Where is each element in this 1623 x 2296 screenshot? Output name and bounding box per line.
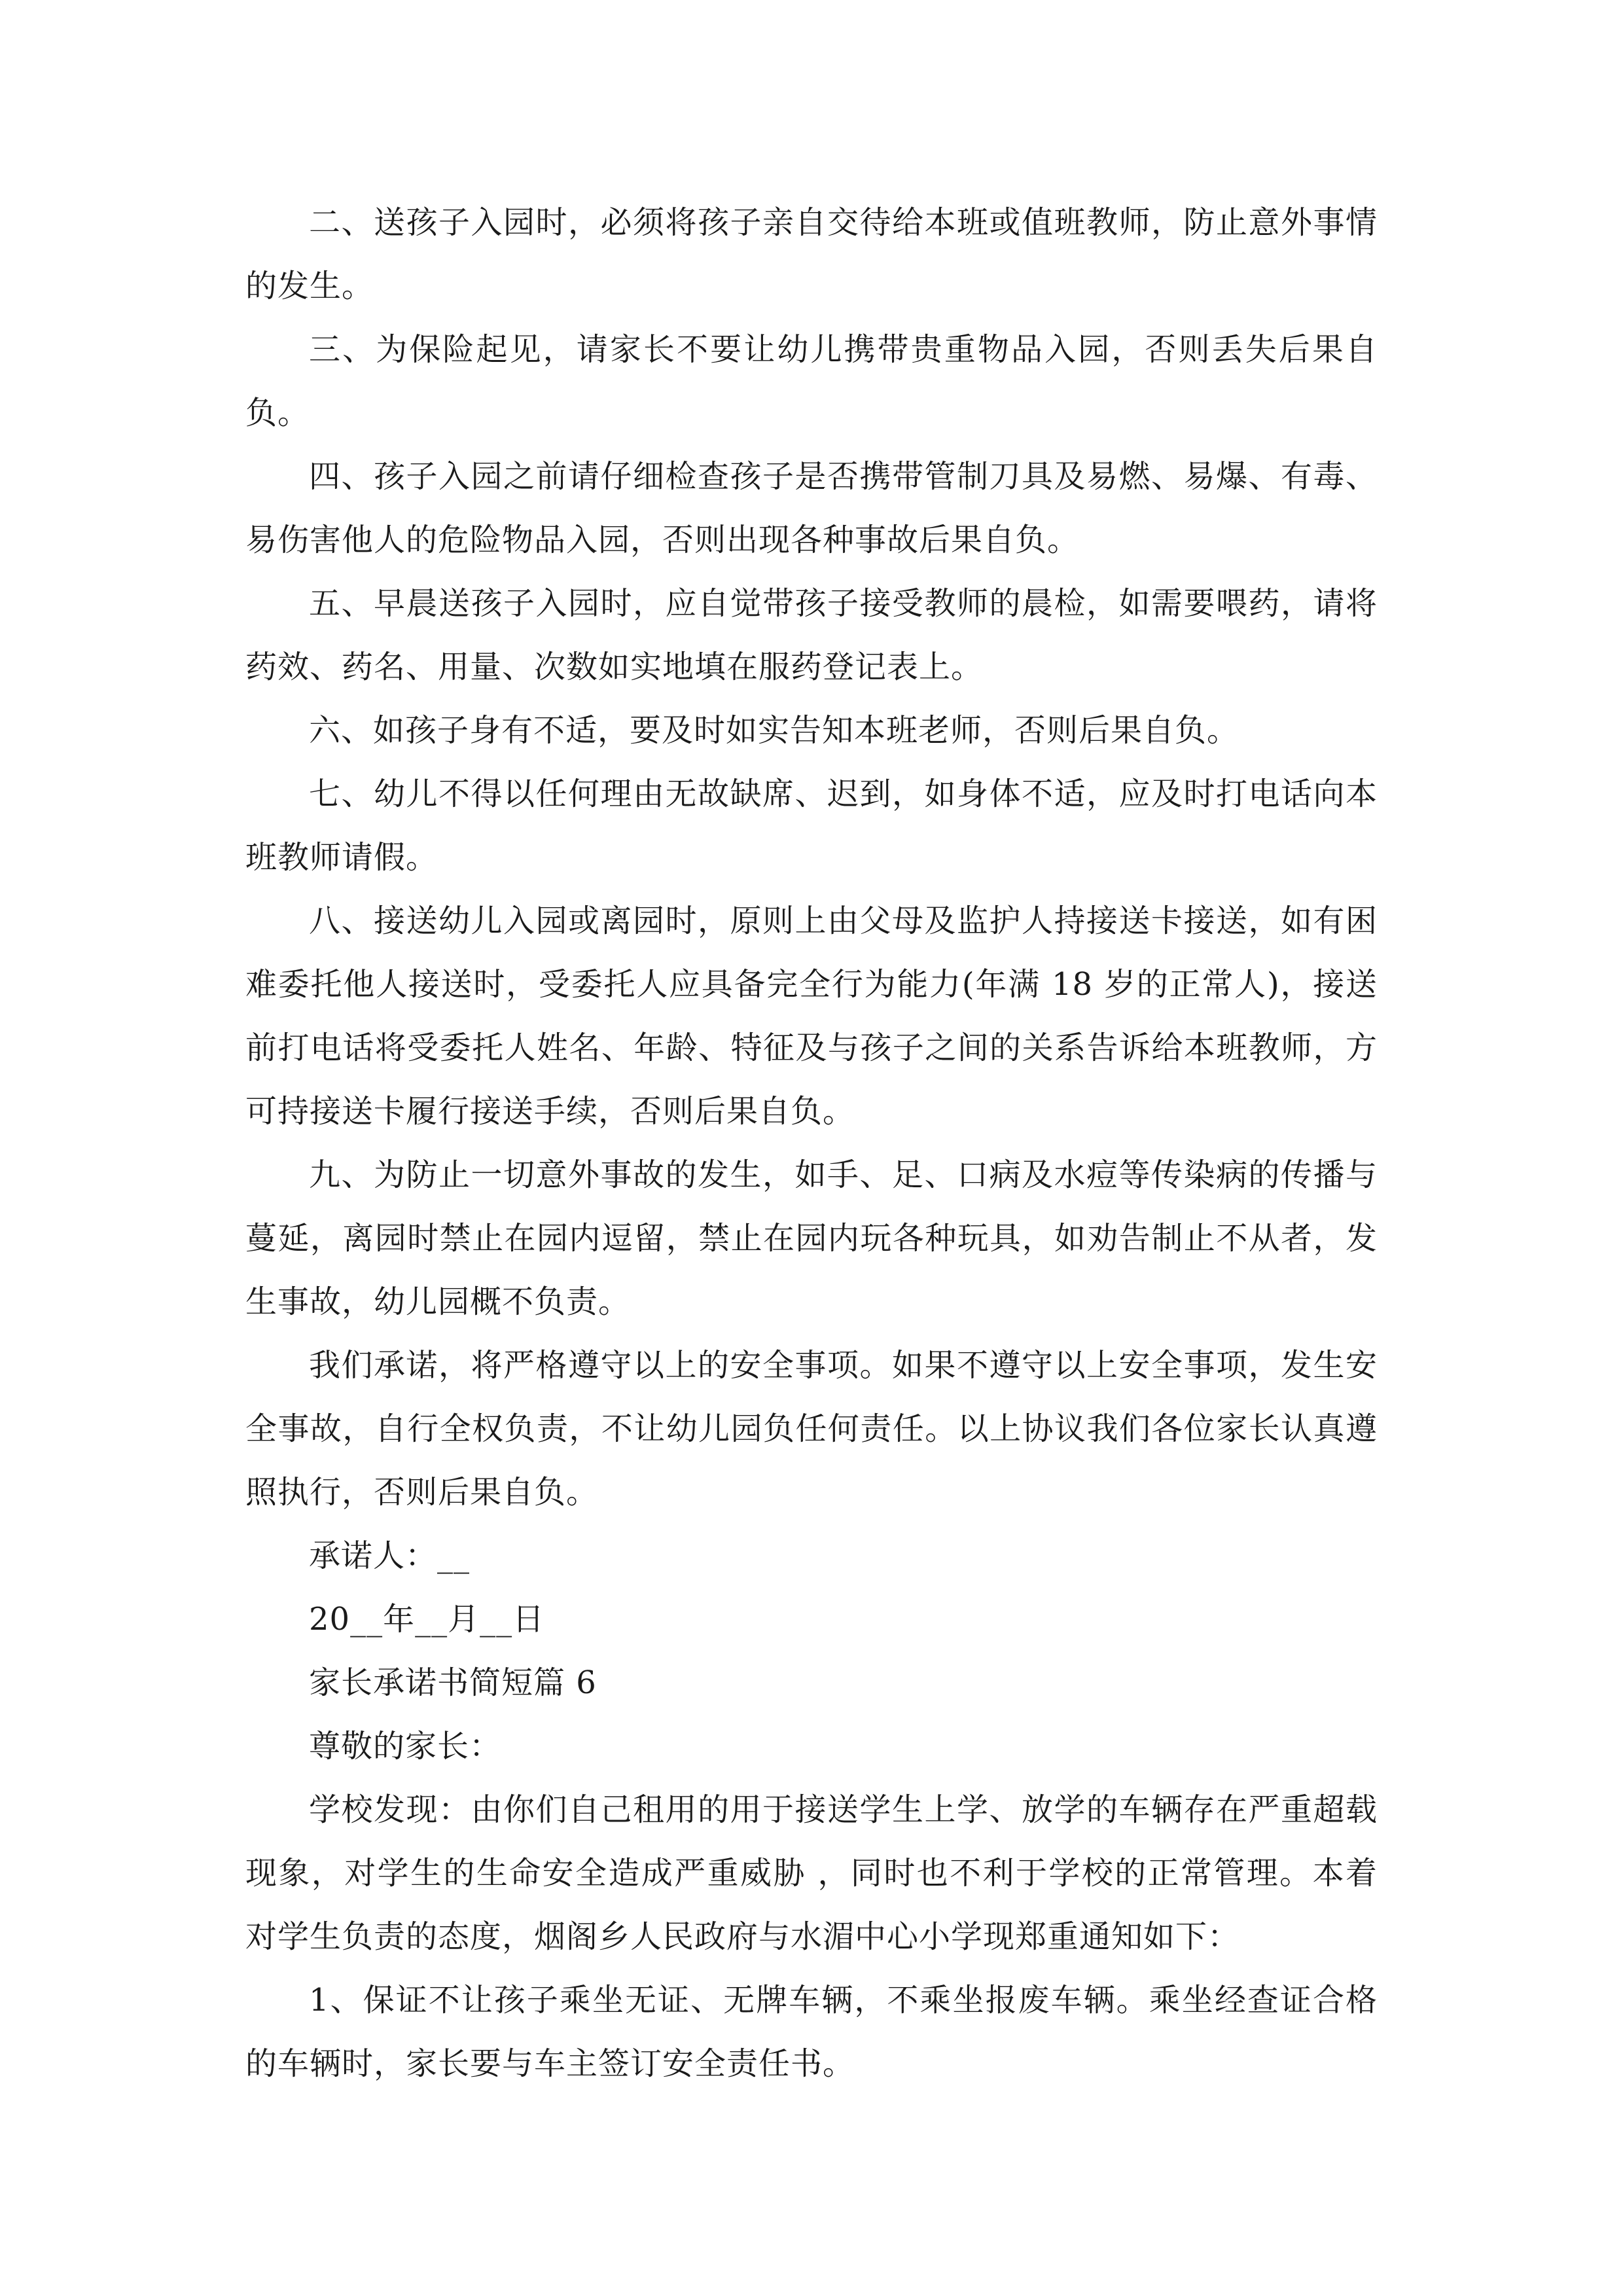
commitment-statement: 我们承诺，将严格遵守以上的安全事项。如果不遵守以上安全事项，发生安全事故，自行全权负责，不让幼儿园负任何责任。以上协议我们各位家长认真遵照执行，否则后果自负。 <box>245 1347 1378 1511</box>
salutation: 尊敬的家长： <box>309 1728 502 1765</box>
clause-8: 八、接送幼儿入园或离园时，原则上由父母及监护人持接送卡接送，如有困难委托他人接送时，受委托人应具备完全行为能力(年满 18 岁的正常人)，接送前打电话将受委托人姓名、年龄、特征及与孩子之间的关系告诉给本班教师，方可持接送卡履行接送手续，否则后果自负。 <box>245 903 1378 1130</box>
section-title: 家长承诺书简短篇 6 <box>309 1664 597 1701</box>
clause-9: 九、为防止一切意外事故的发生，如手、足、口病及水痘等传染病的传播与蔓延，离园时禁止在园内逗留，禁止在园内玩各种玩具，如劝告制止不从者，发生事故，幼儿园概不负责。 <box>245 1157 1378 1320</box>
clause-2: 二、送孩子入园时，必须将孩子亲自交待给本班或值班教师，防止意外事情的发生。 <box>245 204 1378 304</box>
clause-5: 五、早晨送孩子入园时，应自觉带孩子接受教师的晨检，如需要喂药，请将药效、药名、用量、次数如实地填在服药登记表上。 <box>245 585 1378 685</box>
notice-intro: 学校发现：由你们自己租用的用于接送学生上学、放学的车辆存在严重超载现象，对学生的生命安全造成严重威胁 ，同时也不利于学校的正常管理。本着对学生负责的态度，烟阁乡人民政府与水湄中心小学现郑重通知如下： <box>245 1791 1378 1955</box>
clause-4: 四、孩子入园之前请仔细检查孩子是否携带管制刀具及易燃、易爆、有毒、易伤害他人的危险物品入园，否则出现各种事故后果自负。 <box>245 458 1378 558</box>
signature-line: 承诺人：__ <box>309 1537 471 1574</box>
document-body <box>245 191 1378 2096</box>
date-line: 20__年__月__日 <box>309 1601 545 1638</box>
clause-7: 七、幼儿不得以任何理由无故缺席、迟到，如身体不适，应及时打电话向本班教师请假。 <box>245 776 1378 876</box>
notice-item-1: 1、保证不让孩子乘坐无证、无牌车辆，不乘坐报废车辆。乘坐经查证合格的车辆时，家长要与车主签订安全责任书。 <box>245 1982 1378 2082</box>
clause-6: 六、如孩子身有不适，要及时如实告知本班老师，否则后果自负。 <box>309 712 1240 749</box>
clause-3: 三、为保险起见，请家长不要让幼儿携带贵重物品入园，否则丢失后果自负。 <box>245 331 1378 431</box>
